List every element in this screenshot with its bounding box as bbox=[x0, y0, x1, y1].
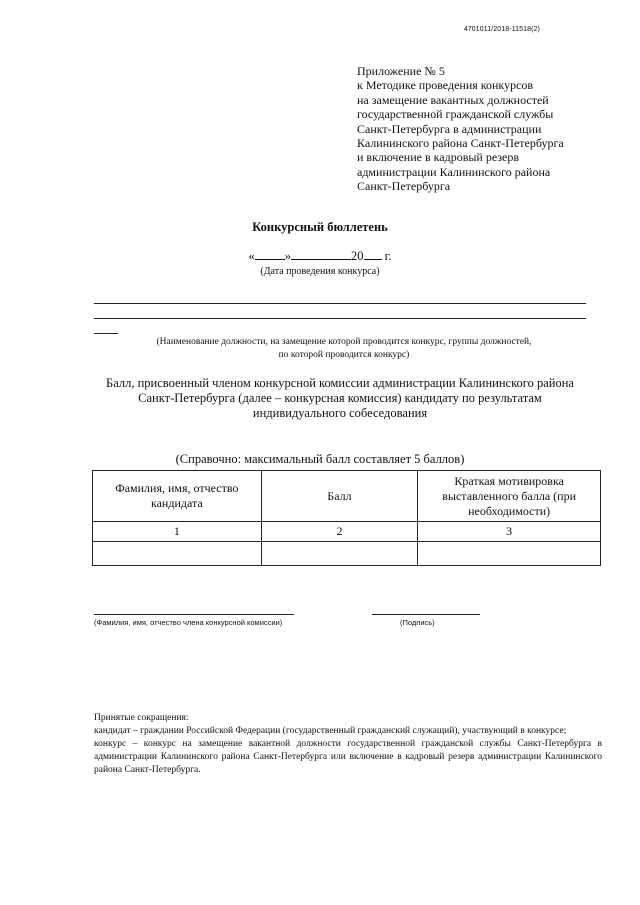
table-header-row bbox=[93, 471, 601, 522]
motivation-cell[interactable] bbox=[418, 542, 601, 566]
abbreviation-candidate: кандидат – граждании Российской Федерации (государственный гражданский служащий), участвующий в конкурсе; bbox=[94, 726, 567, 736]
score-cell[interactable] bbox=[261, 542, 418, 566]
appendix-line: администрации Калининского района bbox=[357, 164, 551, 179]
signature-line[interactable] bbox=[372, 614, 480, 615]
abbreviations bbox=[94, 712, 602, 777]
appendix-line: Санкт-Петербурга bbox=[357, 179, 451, 194]
appendix-line: Приложение № 5 bbox=[357, 64, 445, 78]
member-name-caption: (Фамилия, имя, отчество члена конкурсной комиссии) bbox=[94, 618, 283, 627]
bulletin-table bbox=[92, 470, 601, 566]
table-row bbox=[93, 542, 601, 566]
appendix-line: к Методике проведения конкурсов bbox=[357, 78, 534, 93]
appendix-header bbox=[357, 64, 597, 194]
document-number: 4701011/2018-11518(2) bbox=[463, 26, 540, 33]
position-caption-line: по которой проводится конкурс) bbox=[278, 350, 410, 360]
table-number-row bbox=[93, 522, 601, 542]
column-number: 2 bbox=[261, 522, 418, 542]
signature-caption: (Подпись) bbox=[400, 618, 435, 627]
date-year-suffix: г. bbox=[384, 249, 392, 263]
member-name-line[interactable] bbox=[94, 614, 294, 615]
date-century: 20 bbox=[351, 249, 364, 263]
score-description-line: индивидуального собеседования bbox=[252, 406, 428, 420]
header-score: Балл bbox=[261, 471, 418, 522]
appendix-line: Калининского района Санкт-Петербурга bbox=[357, 136, 564, 151]
position-line-3[interactable] bbox=[94, 333, 118, 334]
score-description bbox=[90, 376, 590, 421]
date-field[interactable] bbox=[0, 248, 640, 264]
appendix-line: государственной гражданской службы bbox=[357, 107, 554, 122]
position-line-1[interactable] bbox=[94, 303, 586, 304]
score-description-line: Балл, присвоенный членом конкурсной комиссии администрации Калининского района bbox=[106, 376, 574, 390]
position-line-2[interactable] bbox=[94, 318, 586, 319]
appendix-line: и включение в кадровый резерв bbox=[357, 150, 520, 165]
month-blank[interactable] bbox=[291, 248, 351, 260]
reference-note: (Справочно: максимальный балл составляет 5 баллов) bbox=[175, 452, 465, 466]
appendix-line: на замещение вакантных должностей bbox=[357, 92, 549, 107]
year-blank[interactable] bbox=[364, 248, 382, 260]
appendix-line: Санкт-Петербурга в администрации bbox=[357, 121, 542, 136]
score-description-line: Санкт-Петербурга (далее – конкурсная комиссия) кандидату по результатам bbox=[138, 391, 542, 405]
date-open-quote: « bbox=[248, 249, 255, 263]
abbreviation-contest: конкурс – конкурс на замещение вакантной должности государственной гражданской службы Санкт-Петербурга в администрации Калининского района Санкт-Петербурга или включение в кадровый резерв администрации Калининского района Санкт-Петербурга. bbox=[94, 739, 602, 775]
document-title: Конкурсный бюллетень bbox=[252, 220, 388, 234]
date-close-quote: » bbox=[284, 249, 292, 263]
day-blank[interactable] bbox=[255, 248, 285, 260]
column-number: 3 bbox=[418, 522, 601, 542]
date-caption: (Дата проведения конкурса) bbox=[260, 266, 380, 277]
position-caption bbox=[94, 336, 594, 362]
abbreviations-heading: Принятые сокращения: bbox=[94, 713, 189, 723]
header-candidate-name: Фамилия, имя, отчество кандидата bbox=[93, 471, 262, 522]
header-motivation: Краткая мотивировка выставленного балла (при необходимости) bbox=[418, 471, 601, 522]
position-caption-line: (Наименование должности, на замещение которой проводится конкурс, группы должностей, bbox=[156, 337, 532, 347]
column-number: 1 bbox=[93, 522, 262, 542]
candidate-name-cell[interactable] bbox=[93, 542, 262, 566]
